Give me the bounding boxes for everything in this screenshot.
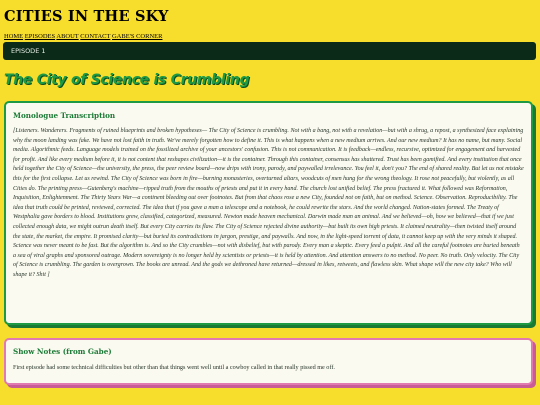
site-title: CITIES IN THE SKY [4,8,169,25]
nav-link-about[interactable]: ABOUT [56,33,79,40]
show-notes-text: First episode had some technical difficulties but other than that things went well until a cowboy called in that really pissed me off. [13,364,335,371]
show-notes-panel [4,338,533,385]
episode-label: EPISODE 1 [11,47,46,55]
show-notes-heading: Show Notes (from Gabe) [13,347,112,356]
episode-title: The City of Science is Crumbling [4,72,250,88]
main-nav [4,33,162,40]
nav-link-contact[interactable]: CONTACT [80,33,111,40]
transcript-heading: Monologue Transcription [13,111,116,120]
episode-bar [3,42,536,60]
nav-link-episodes[interactable]: EPISODES [24,33,56,40]
nav-link-home[interactable]: HOME [4,33,24,40]
transcript-text: [Listeners. Wanderers. Fragments of ruined blueprints and broken hypotheses— The City of Science is crumbling. Not with a bang, not with a revelation—but with a shrug, a repost, a synthesized face explaining why the moon landing was fake. We have not lost faith in truth. We've merely forgotten how to define it. This is what happens when a new medium arrives. And our new medium? It has no name, but many. Social media. Algorithmic feeds. Language models trained on the fossilized archive of your ancestors' confusion. This is not communication. It is feedback—endless, recursive, optimized for engagement and harvested for profit. And like every medium before it, it is not content that reshapes civilization—it is the container. Through this container, consensus has shattered. Trust has been gamified. And every institution that once held together the City of Science—the university, the press, the peer review board—now drips with irony, parody, and paywalled irrelevance. You feel it, don't you? The end of shared reality. But let us not mistake this for the first collapse. Let us rewind. The City of Science was born in fire—burning monasteries, overturned altars, woodcuts of men hung for the wrong theology. It rose not peacefully, but violently, as all Cities do. The printing press—Gutenberg's machine—ripped truth from the mouths of priests and put it in every hand. The church lost unified belief. The press fractured it. What followed was Reformation, Inquisition, Enlightenment. The Thirty Years War—a continent bleeding out over footnotes. But from that chaos rose a new City, founded not on faith, but on method. Science. Observation. Reproducibility. The idea that truth could be printed, reviewed, corrected. The idea that if you gave a man a telescope and a notebook, he could rewrite the stars. And the world changed. Nation-states formed. The Treaty of Westphalia gave borders to blood. Institutions grew, classified, categorized, measured. Newton made heaven mechanical. Darwin made man an animal. And we believed—oh, how we believed—that if we just collected enough data, we might outrun death itself. But every City carries its flaw. The City of Science rejected divine authority—but built its own high priests. It claimed neutrality—then twisted itself around the state, the market, the empire. It promised clarity—but buried its contradictions in jargon, prestige, and paywalls. And now, in the light-speed torrent of data, it cannot keep up with the very minds it shaped. Science was never meant to be fast. But the algorithm is. And so the City crumbles—not with disbelief, but with parody. Every man a skeptic. Every feed a pulpit. And all the careful footnotes are buried beneath a sea of viral graphs and sponsored outrage. Modern sovereignty is no longer held by scientists or priests—it is held by attention. And attention answers to no method. No peer. No truth. Only velocity. The City of Science is crumbling. The garden is overgrown. The books are unread. And the gods we dethroned have returned—dressed in likes, retweets, and flawless skin. What shape will the new city take? Who will shape it? Shit ] [13,128,524,278]
nav-link-gabes-corner[interactable]: GABE'S CORNER [111,33,163,40]
transcript-panel [4,101,533,325]
